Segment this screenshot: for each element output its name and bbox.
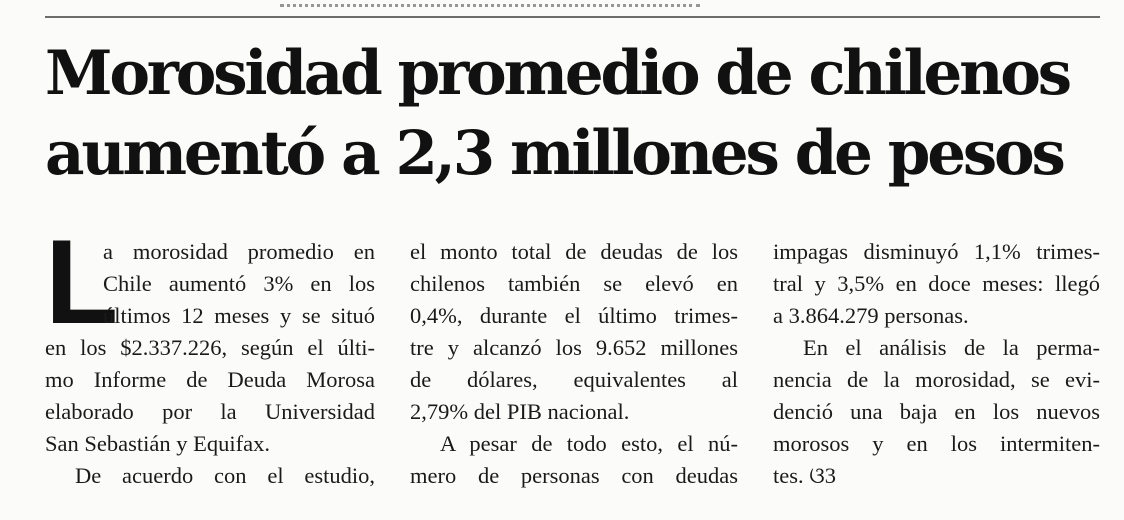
body-line: San Sebastián y Equifax. [45,431,270,456]
body-line: De acuerdo con el estudio, [75,463,375,488]
section-rule [45,16,1100,18]
headline-line-2: aumentó a 2,3 millones de pesos [45,118,1063,189]
body-line: de dólares, equivalentes al [410,367,738,392]
body-line: A pesar de todo esto, el nú- [440,431,738,456]
body-line-end: tes. ଓ3 [773,463,836,488]
body-line: impagas disminuyó 1,1% trimes- [773,239,1100,264]
drop-cap: L [45,215,119,349]
body-line: elaborado por la Universidad [45,399,375,424]
body-line: en los $2.337.226, según el últi- [45,335,375,360]
headline-line-1: Morosidad promedio de chilenos [45,38,1069,109]
body-column-1 [45,236,375,492]
body-line: morosos y en los intermiten- [773,431,1100,456]
body-column-2 [410,236,738,492]
body-line: tral y 3,5% en doce meses: llegó [773,271,1100,296]
body-line: 2,79% del PIB nacional. [410,399,630,424]
body-line: últimos 12 meses y se situó [103,303,375,328]
cropped-text-fragment [280,0,700,7]
body-line: a 3.864.279 personas. [773,303,969,328]
body-column-3 [773,236,1100,492]
body-line: tre y alcanzó los 9.652 millones [410,335,738,360]
body-line: a morosidad promedio en [103,239,375,264]
body-line: En el análisis de la perma- [803,335,1100,360]
body-line: chilenos también se elevó en [410,271,738,296]
article-headline [45,34,1105,194]
body-line: 0,4%, durante el último trimes- [410,303,738,328]
body-line: denció una baja en los nuevos [773,399,1100,424]
body-line: nencia de la morosidad, se evi- [773,367,1100,392]
body-line: mero de personas con deudas [410,463,738,488]
body-line: mo Informe de Deuda Morosa [45,367,375,392]
body-line: Chile aumentó 3% en los [103,271,375,296]
body-line: el monto total de deudas de los [410,239,738,264]
